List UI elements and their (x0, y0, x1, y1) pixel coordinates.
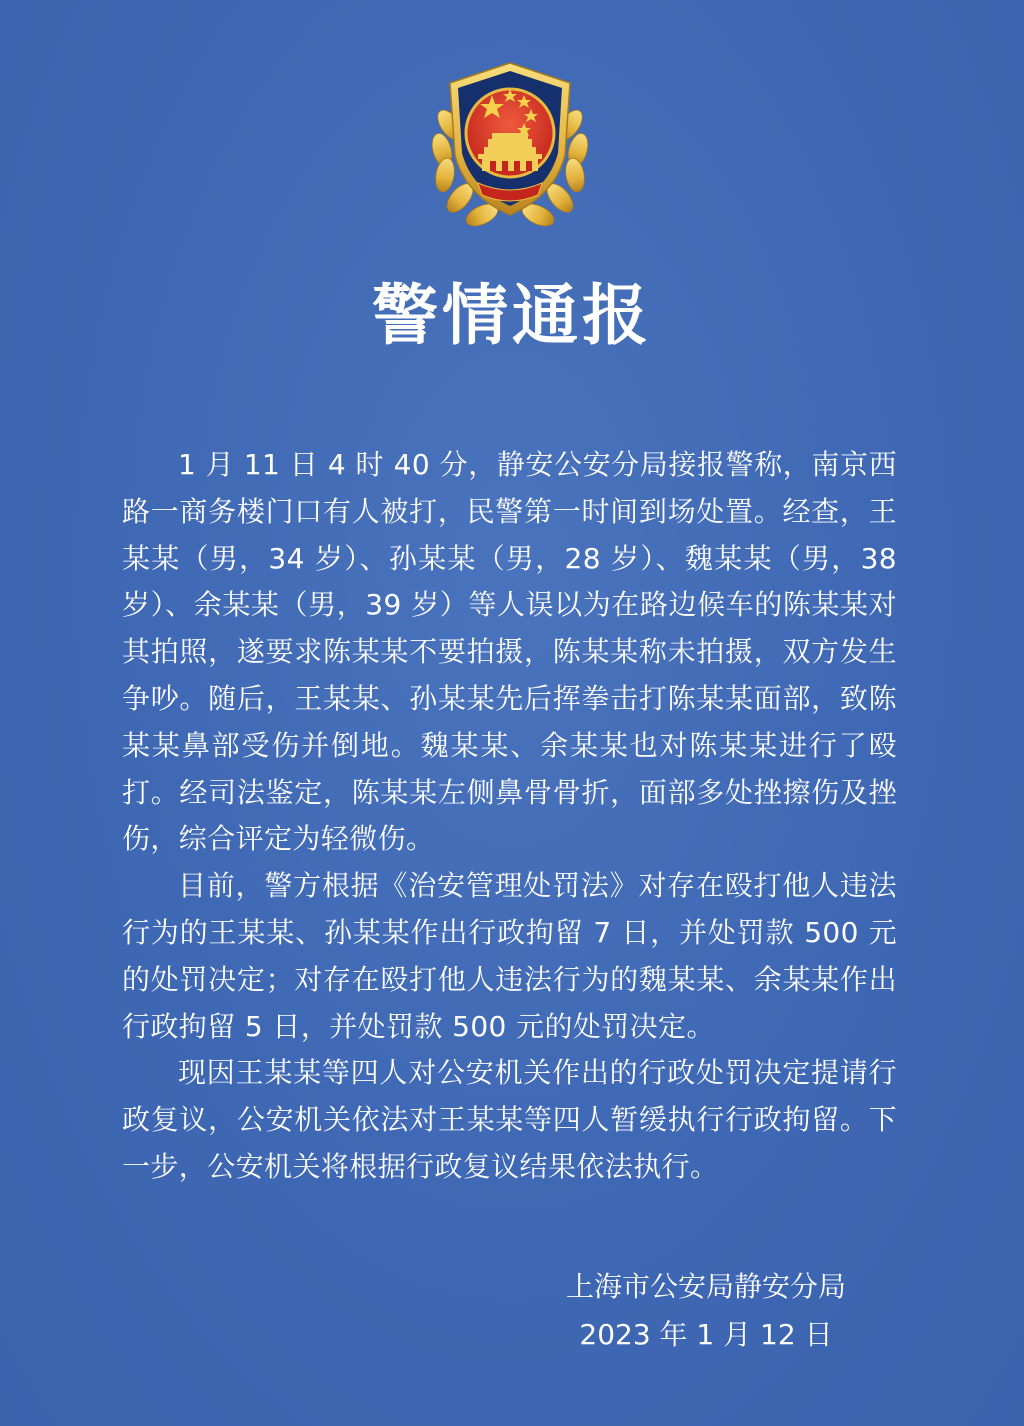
issuer-name: 上海市公安局静安分局 (565, 1270, 846, 1303)
paragraph-penalty: 目前，警方根据《治安管理处罚法》对存在殴打他人违法行为的王某某、孙某某作出行政拘留 7 日，并处罚款 500 元的处罚决定；对存在殴打他人违法行为的魏某某、余某某作出行政拘留 5 日，并处罚款 500 元的处罚决定。 (122, 869, 897, 1043)
notice-body (122, 442, 897, 1191)
issue-date: 2023 年 1 月 12 日 (579, 1318, 833, 1351)
notice-title: 警情通报 (372, 277, 652, 354)
signature-block (566, 1263, 846, 1359)
police-emblem-icon (420, 55, 600, 235)
paragraph-review: 现因王某某等四人对公安机关作出的行政处罚决定提请行政复议，公安机关依法对王某某等四人暂缓执行行政拘留。下一步，公安机关将根据行政复议结果依法执行。 (122, 1056, 897, 1183)
paragraph-incident: 1 月 11 日 4 时 40 分，静安公安分局接报警称，南京西路一商务楼门口有人被打，民警第一时间到场处置。经查，王某某（男，34 岁）、孙某某（男，28 岁）、魏某某（男，38 岁）、余某某（男，39 岁）等人误以为在路边候车的陈某某对其拍照，遂要求陈某某不要拍摄，陈某某称未拍摄，双方发生争吵。随后，王某某、孙某某先后挥拳击打陈某某面部，致陈某某鼻部受伤并倒地。魏某某、余某某也对陈某某进行了殴打。经司法鉴定，陈某某左侧鼻骨骨折，面部多处挫擦伤及挫伤，综合评定为轻微伤。 (122, 448, 897, 856)
